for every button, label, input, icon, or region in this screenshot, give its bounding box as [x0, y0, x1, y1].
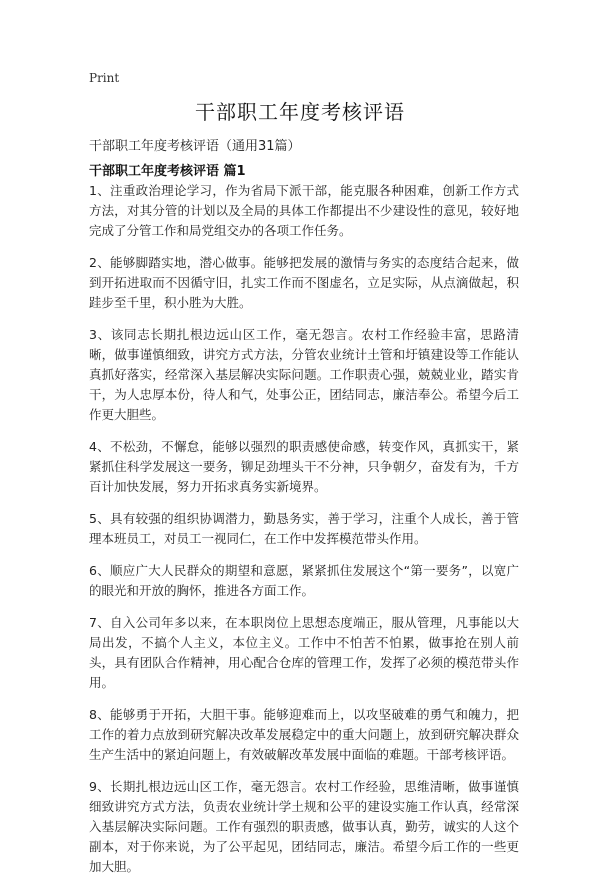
paragraph-3: 3、该同志长期扎根边远山区工作，毫无怨言。农村工作经验丰富，思路清晰，做事谨慎细致，讲究方式方法，分管农业统计土管和圩镇建设等工作能认真抓好落实，经常深入基层解决实际问题。工作职责心强，兢兢业业，踏实肯干，为人忠厚本份，待人和气，处事公正，团结同志，廉洁奉公。希望今后工作更大胆些。	[89, 327, 519, 422]
document-body	[89, 181, 519, 889]
paragraph-9: 9、长期扎根边远山区工作，毫无怨言。农村工作经验，思维清晰，做事谨慎细致讲究方式方法，负责农业统计学土规和公平的建设实施工作认真，经常深入基层解决实际问题。工作有强烈的职责感，做事认真，勤劳，诚实的人这个副本，对于你来说，为了公平起见，团结同志，廉洁。希望今后工作的一些更加大胆。	[89, 779, 519, 874]
page-title: 干部职工年度考核评语	[195, 100, 405, 124]
paragraph-4: 4、不松劲，不懈怠，能够以强烈的职责感使命感，转变作风，真抓实干，紧紧抓住科学发展这一要务，铆足劲埋头干不分神，只争朝夕，奋发有为，千方百计加快发展，努力开拓求真务实新境界。	[89, 439, 519, 494]
paragraph-8: 8、能够勇于开拓，大胆干事。能够迎难而上，以攻坚破难的勇气和魄力，把工作的着力点放到研究解决改革发展稳定中的重大问题上，放到研究解决群众生产生活中的紧迫问题上，有效破解改革发展中面临的难题。干部考核评语。	[89, 707, 519, 762]
paragraph-2: 2、能够脚踏实地，潜心做事。能够把发展的激情与务实的态度结合起来，做到开拓进取而不因循守旧，扎实工作而不图虚名，立足实际，从点滴做起，积跬步至千里，积小胜为大胜。	[89, 255, 519, 310]
paragraph-1: 1、注重政治理论学习，作为省局下派干部，能克服各种困难，创新工作方式方法，对其分管的计划以及全局的具体工作都提出不少建设性的意见，较好地完成了分管工作和局党组交办的各项工作任务。	[89, 183, 519, 238]
print-link[interactable]: Print	[89, 71, 120, 85]
paragraph-5: 5、具有较强的组织协调潜力，勤恳务实，善于学习，注重个人成长，善于管理本班员工，对员工一视同仁，在工作中发挥模范带头作用。	[89, 511, 519, 546]
paragraph-7: 7、自入公司年多以来，在本职岗位上思想态度端正，服从管理，凡事能以大局出发，不搞个人主义，本位主义。工作中不怕苦不怕累，做事抢在别人前头，具有团队合作精神，用心配合仓库的管理工作，发挥了必须的模范带头作用。	[89, 615, 519, 690]
document-subtitle: 干部职工年度考核评语（通用31篇）	[89, 139, 301, 154]
paragraph-6: 6、顺应广大人民群众的期望和意愿，紧紧抓住发展这个“第一要务”，以宽广的眼光和开放的胸怀，推进各方面工作。	[89, 563, 519, 598]
section-heading: 干部职工年度考核评语 篇1	[89, 164, 246, 179]
